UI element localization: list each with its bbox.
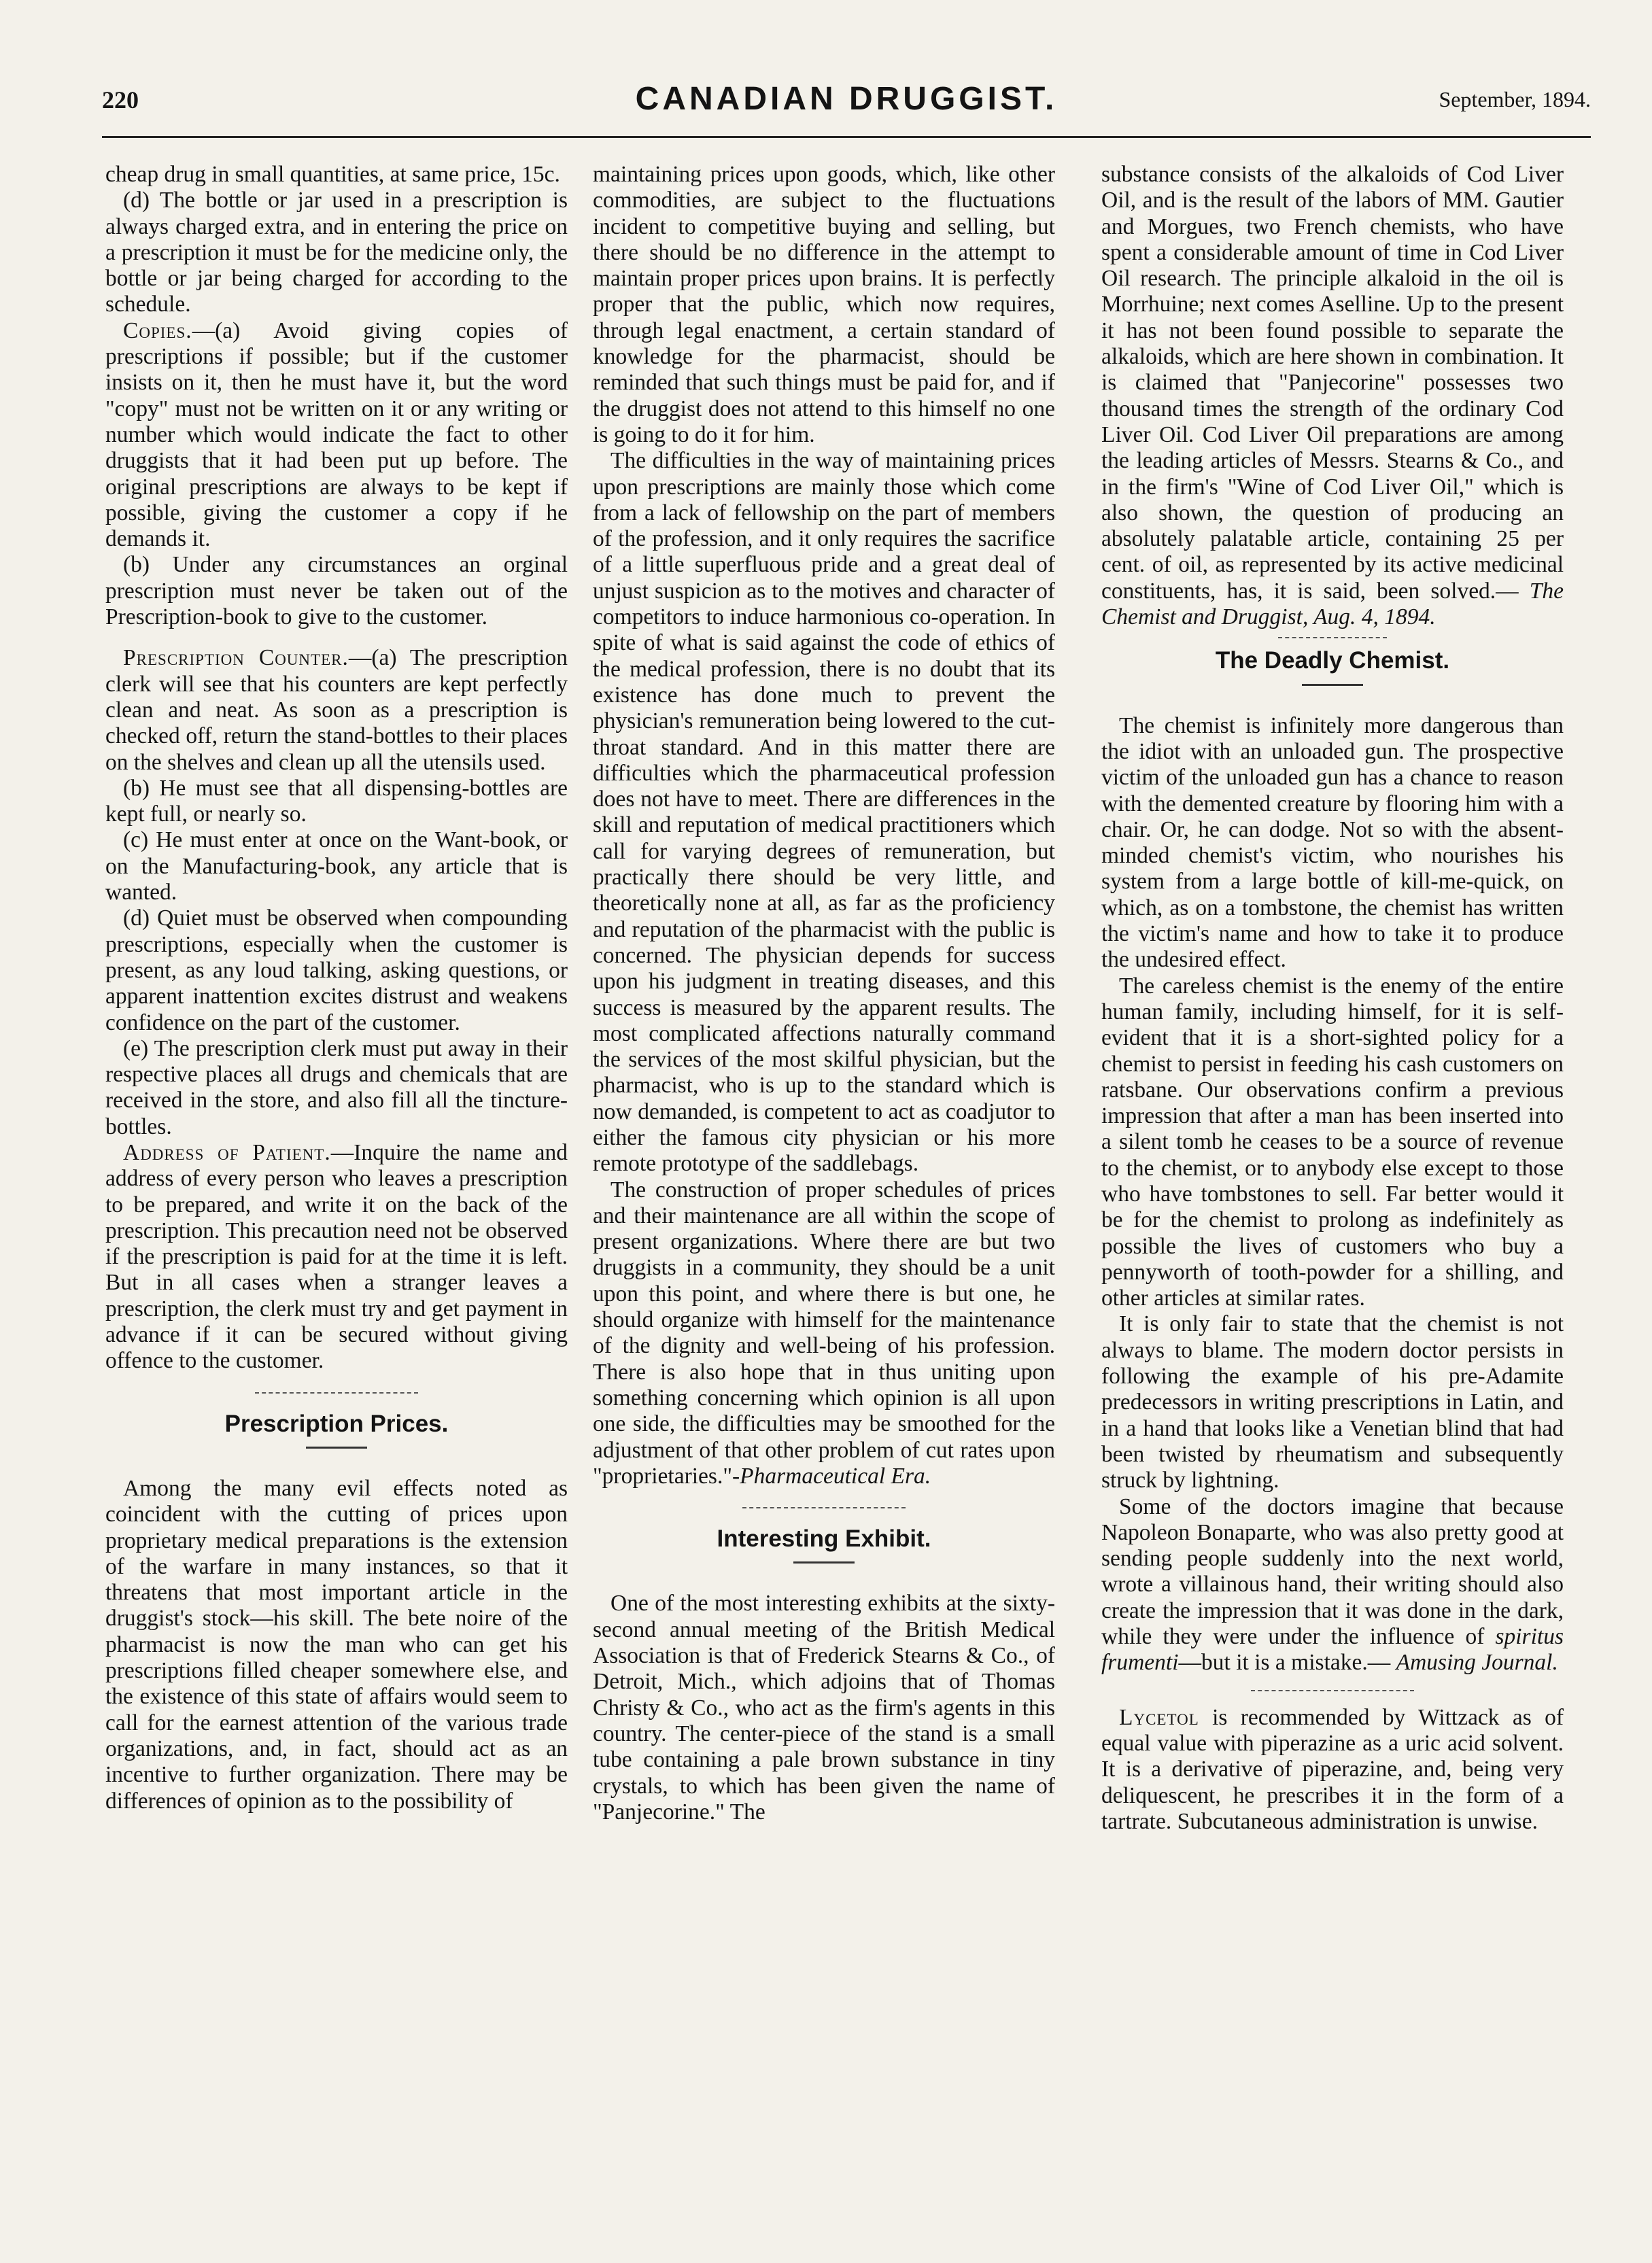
paragraph-text: —(a) The prescription clerk will see that his counters are kept perfectly clean and neat. As soon as a prescription is checked off, return the stand-bottles to their places on the shelves and clean up all the utensils used.	[105, 645, 568, 775]
section-title-deadly-chemist: The Deadly Chemist.	[1215, 647, 1450, 674]
paragraph-text: substance consists of the alkaloids of Cod Liver Oil, and is the result of the labors of MM. Gautier and Morgues, two French chemists, who have spent a considerable amount of time in Cod Liver Oil research. The principle alkaloid in the oil is Morrhuine; next comes Aselline. Up to the present it has not been found possible to separate the alkaloids, which are here shown in combination. It is claimed that "Panjecorine" possesses two thousand times the strength of the ordinary Cod Liver Oil. Cod Liver Oil preparations are among the leading articles of Messrs. Stearns & Co., and in the firm's "Wine of Cod Liver Oil," which is also shown, the question of producing an absolutely palatable article, containing 25 per cent. of oil, as represented by its active medicinal constituents, has, it is said, been solved.—	[1101, 162, 1564, 604]
paragraph	[105, 1140, 568, 1375]
section-separator	[742, 1507, 906, 1508]
page-number: 220	[102, 86, 139, 114]
paragraph-text: —but it is a mistake.—	[1178, 1650, 1391, 1676]
section-separator	[255, 1392, 418, 1394]
paragraph: One of the most interesting exhibits at the sixty-second annual meeting of the British Medical Association is that of Frederick Stearns & Co., of Detroit, Mich., which adjoins that of Thomas Christy & Co., who act as the firm's agents in this country. The center-piece of the stand is a small tube containing a pale brown substance in tiny crystals, to which has been given the name of "Panjecorine." The	[593, 1591, 1055, 1825]
run-in-heading: Copies.	[123, 317, 192, 343]
run-in-heading: Prescription Counter.	[123, 645, 349, 671]
paragraph: The careless chemist is the enemy of the entire human family, including himself, for it is self-evident that it is a short-sighted policy for a chemist to persist in feeding his cash customers on ratsbane. Our observations confirm a previous impression that after a man has been inserted into a silent tomb he ceases to be a source of revenue to the chemist, or to anybody else except to those who have tombstones to sell. Far better would it be for the chemist to prolong as indefinitely as possible the lives of customers who buy a pennyworth of tooth-powder for a shilling, and other articles at similar rates.	[1101, 973, 1564, 1311]
latin-phrase: spiritus frumenti	[1101, 1624, 1564, 1676]
title-rule	[306, 1447, 367, 1449]
paragraph-text: is recommended by Wittzack as of equal value with piperazine as a uric acid solvent. It is a derivative of piperazine, and, being very deliquescent, he prescribes it in the form of a tartrate. Subcutaneous administration is unwise.	[1101, 1704, 1564, 1834]
paragraph-text: Some of the doctors imagine that because Napoleon Bonaparte, who was also pretty good at sending people suddenly into the next world, wrote a villainous hand, their writing should also create the impression that it was done in the dark, while they were under the influence of	[1101, 1493, 1564, 1650]
paragraph-text: —(a) Avoid giving copies of prescriptions if possible; but if the customer insists on it, then he must have it, but the word "copy" must not be written on it or any writing or number which would indicate the fact to other druggists that it had been put up before. The original prescriptions are always to be kept if possible, giving the customer a copy if he demands it.	[105, 317, 568, 552]
header-rule	[102, 136, 1591, 138]
paragraph-text: —Inquire the name and address of every person who leaves a prescription to be prepared, and write it on the back of the prescription. This precaution need not be observed if the prescription is paid for at the time it is left. But in all cases when a stranger leaves a prescription, the clerk must try and get payment in advance if it can be secured without giving offence to the customer.	[105, 1139, 568, 1374]
paragraph	[1101, 1494, 1564, 1676]
paragraph: (c) He must enter at once on the Want-book, or on the Manufacturing-book, any article that is wanted.	[105, 827, 568, 905]
paragraph-text: The construction of proper schedules of prices and their maintenance are all within the scope of present organizations. Where there are but two druggists in a community, they should be a unit upon this point, and where there is but one, he should organize with himself for the maintenance of the dignity and well-being of his profession. There is also hope that in thus uniting upon something concerning which opinion is all upon one side, the difficulties may be smoothed for the adjustment of that other problem of cut rates upon "proprietaries."	[593, 1177, 1055, 1489]
column-3	[1101, 162, 1564, 2242]
section-separator	[1278, 637, 1387, 638]
column-2	[593, 162, 1055, 2242]
paragraph: (d) Quiet must be observed when compounding prescriptions, especially when the customer is present, as any loud talking, asking questions, or apparent inattention excites distrust and weakens confidence on the part of the customer.	[105, 905, 568, 1035]
section-title-interesting-exhibit: Interesting Exhibit.	[717, 1525, 931, 1553]
paragraph: Among the many evil effects noted as coincident with the cutting of prices upon proprietary medical preparations is the extension of the warfare in many instances, so that it threatens that most important article in the druggist's stock—his skill. The bete noire of the pharmacist is now the man who can get his prescriptions filled cheaper somewhere else, and the existence of this state of affairs would seem to call for the earnest attention of the various trade organizations, and, in fact, should act as an incentive to further organization. There may be differences of opinion as to the possibility of	[105, 1475, 568, 1814]
journal-title: CANADIAN DRUGGIST.	[635, 81, 1058, 117]
paragraph	[593, 1177, 1055, 1490]
page-header	[102, 80, 1591, 121]
citation: The Chemist and Druggist, Aug. 4, 1894.	[1101, 578, 1564, 630]
column-1	[105, 162, 568, 2242]
section-separator	[1251, 1690, 1414, 1691]
paragraph: (b) Under any circumstances an orginal prescription must never be taken out of the Prescription-book to give to the customer.	[105, 552, 568, 630]
paragraph: The chemist is infinitely more dangerous than the idiot with an unloaded gun. The prospective victim of the unloaded gun has a chance to reason with the demented creature by flooring him with a chair. Or, he can dodge. Not so with the absent-minded chemist's victim, who nourishes his system from a large bottle of kill-me-quick, on which, as on a tombstone, the chemist has written the victim's name and how to take it to produce the undesired effect.	[1101, 712, 1564, 973]
paragraph: (d) The bottle or jar used in a prescription is always charged extra, and in entering the price on a prescription it must be for the medicine only, the bottle or jar being charged for according to the schedule.	[105, 188, 568, 317]
citation: -Pharmaceutical Era.	[732, 1463, 931, 1489]
paragraph: The difficulties in the way of maintaining prices upon prescriptions are mainly those which come from a lack of fellowship on the part of members of the profession, and it only requires the sacrifice of a little superfluous pride and a great deal of unjust suspicion as to the motives and character of competitors to induce harmonious co-operation. In spite of what is said against the code of ethics of the medical profession, there is no doubt that its existence has done much to prevent the physician's remuneration being lowered to the cut-throat standard. And in this matter there are difficulties which the pharmaceutical profession does not have to meet. There are differences in the skill and reputation of medical practitioners which call for varying degrees of remuneration, but practically there should be very little, and theoretically none at all, as far as the proficiency and reputation of the pharmacist with the public is concerned. The physician depends for success upon his judgment in treating diseases, and this success is measured by the apparent results. The most complicated affections naturally command the services of the most skilful physician, but the pharmacist, who is up to the standard which is now demanded, is competent to act as coadjutor to either the famous city physician or his more remote prototype of the saddlebags.	[593, 448, 1055, 1177]
paragraph: (b) He must see that all dispensing-bottles are kept full, or nearly so.	[105, 775, 568, 827]
paragraph	[105, 318, 568, 553]
title-rule	[793, 1561, 855, 1564]
paragraph: It is only fair to state that the chemist is not always to blame. The modern doctor persists in following the example of his pre-Adamite predecessors in writing prescriptions in Latin, and in a hand that looks like a Venetian blind that had been twisted by rheumatism and subsequently struck by lightning.	[1101, 1311, 1564, 1493]
issue-date: September, 1894.	[1439, 87, 1591, 111]
title-rule	[1302, 684, 1363, 686]
paragraph: (e) The prescription clerk must put away in their respective places all drugs and chemicals that are received in the store, and also fill all the tincture-bottles.	[105, 1035, 568, 1139]
run-in-heading: Address of Patient.	[123, 1139, 331, 1165]
run-in-heading: Lycetol	[1119, 1704, 1199, 1730]
paragraph	[1101, 1705, 1564, 1835]
paragraph: maintaining prices upon goods, which, like other commodities, are subject to the fluctuations incident to competitive buying and selling, but there should be no difference in the attempt to maintain proper prices upon brains. It is perfectly proper that the public, which now requires, through legal enactment, a certain standard of knowledge for the pharmacist, should be reminded that such things must be paid for, and if the druggist does not attend to this himself no one is going to do it for him.	[593, 162, 1055, 447]
section-title-prescription-prices: Prescription Prices.	[224, 1410, 449, 1437]
paragraph	[1101, 162, 1564, 630]
citation: Amusing Journal.	[1396, 1650, 1558, 1676]
paragraph	[105, 645, 568, 775]
paragraph: cheap drug in small quantities, at same price, 15c.	[105, 162, 560, 187]
